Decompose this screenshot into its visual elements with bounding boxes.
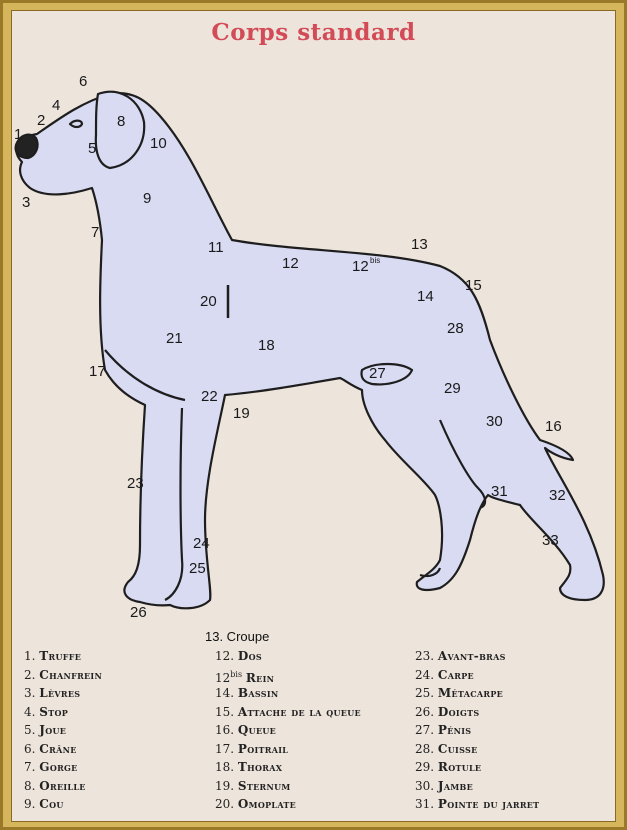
label-27: 27 <box>369 365 386 382</box>
label-12bis: 12 <box>352 258 369 275</box>
label-32: 32 <box>549 487 566 504</box>
label-6: 6 <box>79 73 88 90</box>
label-4: 4 <box>52 97 61 114</box>
label-29: 29 <box>444 380 461 397</box>
legend-item: 23. Avant-bras <box>415 649 506 663</box>
legend-item: 12. Dos <box>215 649 262 663</box>
label-13: 13 <box>411 236 428 253</box>
legend-item: 2. Chanfrein <box>24 667 103 682</box>
legend-item: 29. Rotule <box>415 760 482 774</box>
legend-item: 8. Oreille <box>24 778 86 793</box>
label-21: 21 <box>166 330 183 347</box>
label-28: 28 <box>447 320 464 337</box>
label-15: 15 <box>465 277 482 294</box>
label-2: 2 <box>37 112 46 129</box>
label-1: 1 <box>14 126 23 143</box>
label-16: 16 <box>545 418 562 435</box>
legend-item: 6. Crâne <box>24 741 77 756</box>
legend-item: 16. Queue <box>215 723 277 737</box>
page-title: Corps standard <box>211 19 416 46</box>
legend-item: 30. Jambe <box>415 778 474 793</box>
label-17: 17 <box>89 363 106 380</box>
label-33: 33 <box>542 532 559 549</box>
label-14: 14 <box>417 288 434 305</box>
legend-item: $12^{bis}$ Rein <box>215 669 275 685</box>
legend-item: 15. Attache de la queue <box>215 704 361 719</box>
label-3: 3 <box>22 194 31 211</box>
legend-column-3 <box>415 647 539 814</box>
dog-silhouette <box>16 92 604 609</box>
label-26: 26 <box>130 604 147 621</box>
label-5: 5 <box>88 140 97 157</box>
label-20: 20 <box>200 293 217 310</box>
label-7: 7 <box>91 224 100 241</box>
legend-item: 27. Pénis <box>415 723 472 737</box>
label-9: 9 <box>143 190 152 207</box>
legend-item: 24. Carpe <box>415 667 474 682</box>
legend-item: 1. Truffe <box>24 649 82 663</box>
label-10: 10 <box>150 135 167 152</box>
label-18: 18 <box>258 337 275 354</box>
legend-item: 14. Bassin <box>215 686 279 700</box>
legend-item: 20. Omoplate <box>215 797 297 811</box>
label-30: 30 <box>486 413 503 430</box>
legend-item: 4. Stop <box>24 704 69 719</box>
legend-item: 17. Poitrail <box>215 741 289 756</box>
label-22: 22 <box>201 388 218 405</box>
legend-column-2 <box>215 647 361 814</box>
label-12bis-sup: bis <box>370 256 381 265</box>
label-11: 11 <box>208 239 224 256</box>
legend-column-1 <box>24 647 102 814</box>
legend-item: 5. Joue <box>24 723 67 737</box>
label-24: 24 <box>193 535 210 552</box>
legend-item: 3. Lèvres <box>24 686 81 700</box>
label-25: 25 <box>189 560 206 577</box>
legend-item: 7. Gorge <box>24 760 78 774</box>
label-19: 19 <box>233 405 250 422</box>
legend-item: 9. Cou <box>24 797 64 811</box>
legend-item: 31. Pointe du jarret <box>415 797 540 811</box>
legend-item: 26. Doigts <box>415 704 480 719</box>
label-8: 8 <box>117 113 126 130</box>
legend-item: 28. Cuisse <box>415 741 478 756</box>
legend-item: 18. Thorax <box>215 760 283 774</box>
label-23: 23 <box>127 475 144 492</box>
label-12: 12 <box>282 255 299 272</box>
label-31: 31 <box>491 483 508 500</box>
legend-item: 19. Sternum <box>215 778 291 793</box>
legend-item: 25. Métacarpe <box>415 686 504 700</box>
legend-heading: 13. Croupe <box>205 629 270 644</box>
